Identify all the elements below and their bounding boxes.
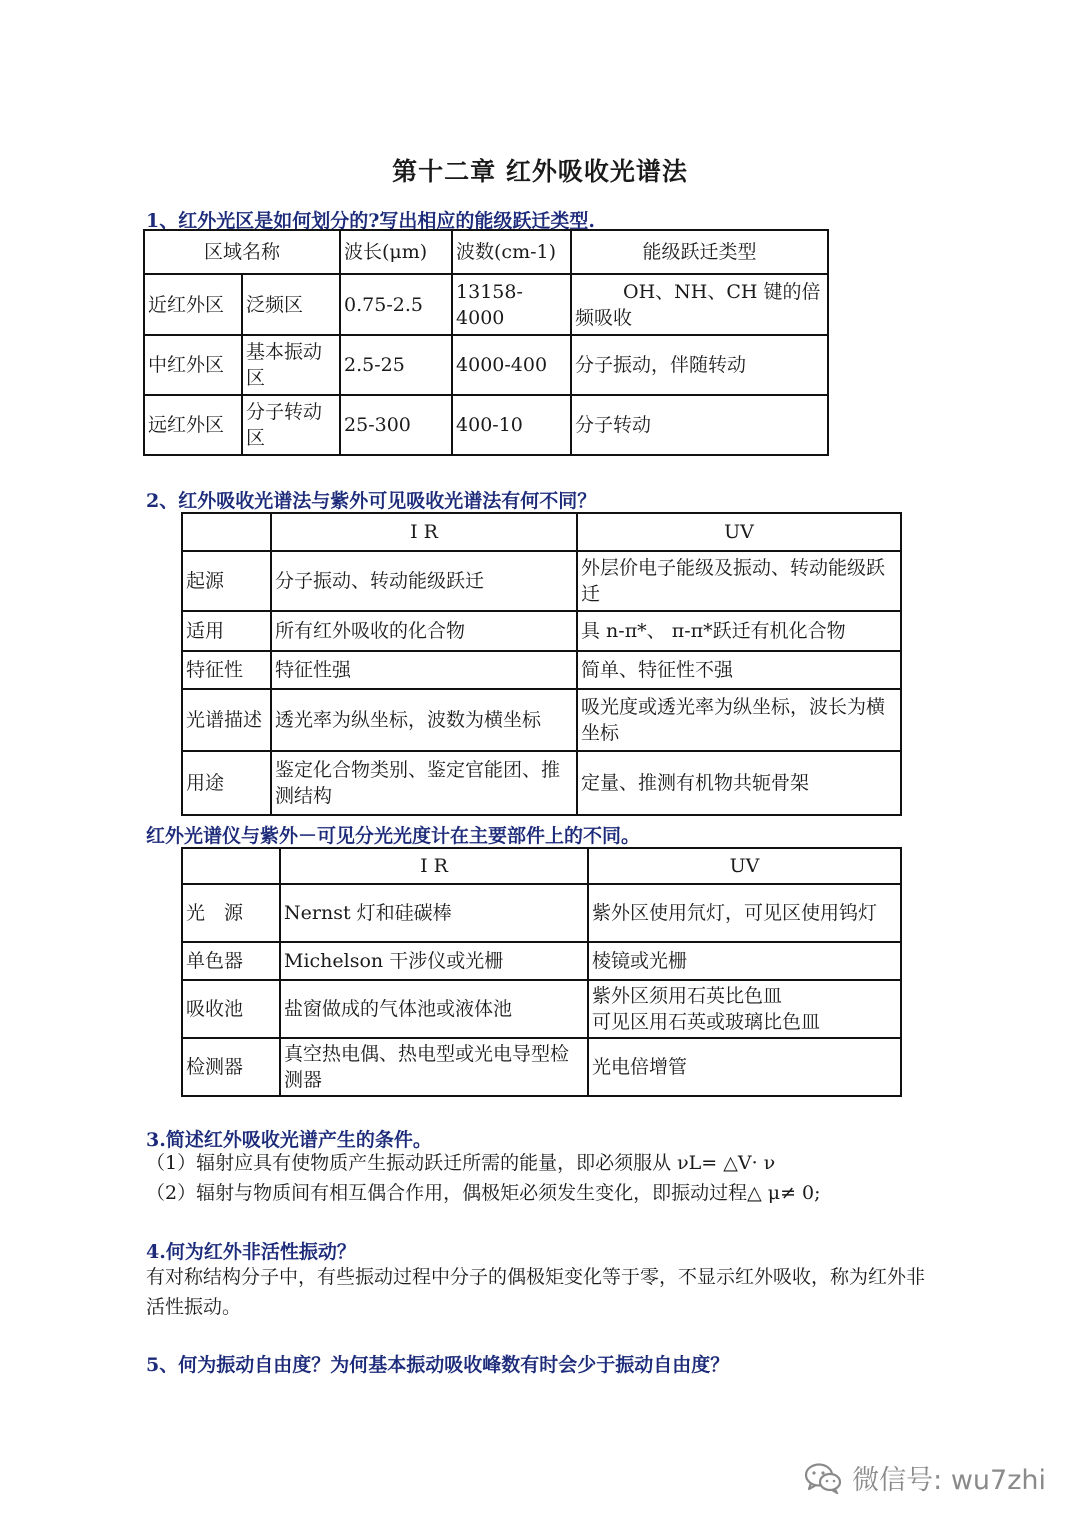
- cell-uv: 棱镜或光栅: [588, 942, 901, 980]
- table-row: [144, 274, 828, 335]
- question-4-answer: 有对称结构分子中，有些振动过程中分子的偶极矩变化等于零，不显示红外吸收，称为红外非活性振动。: [146, 1266, 926, 1318]
- header-uv: UV: [588, 848, 901, 884]
- table-header-row: [144, 230, 828, 274]
- table-row: [182, 1038, 901, 1096]
- table-row: [182, 689, 901, 751]
- header-wavelength: 波长(μm): [340, 230, 452, 274]
- header-ir: I R: [280, 848, 588, 884]
- cell-wavenumber: 4000-400: [452, 335, 571, 395]
- wechat-icon: [804, 1462, 842, 1494]
- cell-ir: 所有红外吸收的化合物: [271, 611, 577, 651]
- question-3-line-1: （1）辐射应具有使物质产生振动跃迁所需的能量，即必须服从 νL= △V· ν: [146, 1152, 776, 1174]
- cell-sub: 泛频区: [242, 274, 340, 335]
- cell-uv-line-1: 紫外区须用石英比色皿: [592, 985, 783, 1007]
- cell-wavenumber: 400-10: [452, 395, 571, 455]
- table-row: [182, 651, 901, 689]
- table-row: [182, 980, 901, 1038]
- cell-uv: 光电倍增管: [588, 1038, 901, 1096]
- cell-sub: 分子转动区: [242, 395, 340, 455]
- question-4-heading: 4.何为红外非活性振动？: [146, 1241, 356, 1263]
- cell-region: 近红外区: [144, 274, 242, 335]
- cell-label: 单色器: [182, 942, 280, 980]
- question-3-line-2: （2）辐射与物质间有相互偶合作用，偶极矩必须发生变化，即振动过程△ μ≠ 0;: [146, 1182, 821, 1204]
- header-blank: [182, 513, 271, 551]
- table-row: [182, 751, 901, 815]
- cell-uv: 具 n-π*、 π-π*跃迁有机化合物: [577, 611, 901, 651]
- cell-label: 起源: [182, 551, 271, 611]
- question-2-heading: 2、红外吸收光谱法与紫外可见吸收光谱法有何不同？: [146, 490, 597, 512]
- cell-label: 光谱描述: [182, 689, 271, 751]
- cell-label: 特征性: [182, 651, 271, 689]
- page-title: 第十二章 红外吸收光谱法: [392, 157, 688, 186]
- cell-ir: 分子振动、转动能级跃迁: [271, 551, 577, 611]
- instrument-compare-table: [181, 847, 902, 1097]
- instrument-compare-heading: 红外光谱仪与紫外－可见分光光度计在主要部件上的不同。: [146, 825, 641, 847]
- cell-transition: 分子转动: [571, 395, 828, 455]
- header-ir: I R: [271, 513, 577, 551]
- question-5-heading: 5、何为振动自由度？为何基本振动吸收峰数有时会少于振动自由度？: [146, 1354, 730, 1376]
- cell-ir: 真空热电偶、热电型或光电导型检测器: [280, 1038, 588, 1096]
- table-header-row: [182, 848, 901, 884]
- watermark: [804, 1458, 1046, 1497]
- header-wavenumber: 波数(cm-1): [452, 230, 571, 274]
- question-3-heading: 3.简述红外吸收光谱产生的条件。: [146, 1129, 432, 1151]
- cell-region: 远红外区: [144, 395, 242, 455]
- cell-region: 中红外区: [144, 335, 242, 395]
- cell-uv: 吸光度或透光率为纵坐标，波长为横坐标: [577, 689, 901, 751]
- header-uv: UV: [577, 513, 901, 551]
- cell-ir: Michelson 干涉仪或光栅: [280, 942, 588, 980]
- table-row: [144, 395, 828, 455]
- cell-label: 用途: [182, 751, 271, 815]
- table-row: [182, 551, 901, 611]
- cell-transition: OH、NH、CH 键的倍频吸收: [571, 274, 828, 335]
- cell-wavenumber: 13158-4000: [452, 274, 571, 335]
- cell-ir: 透光率为纵坐标，波数为横坐标: [271, 689, 577, 751]
- cell-uv: 外层价电子能级及振动、转动能级跃迁: [577, 551, 901, 611]
- cell-label: 适用: [182, 611, 271, 651]
- cell-ir: 鉴定化合物类别、鉴定官能团、推测结构: [271, 751, 577, 815]
- cell-uv: [588, 980, 901, 1038]
- ir-region-table: [143, 229, 829, 456]
- table-row: [144, 335, 828, 395]
- cell-label: 光 源: [182, 884, 280, 942]
- cell-uv: 简单、特征性不强: [577, 651, 901, 689]
- cell-wavelength: 2.5-25: [340, 335, 452, 395]
- table-row: [182, 884, 901, 942]
- cell-transition: 分子振动，伴随转动: [571, 335, 828, 395]
- cell-ir: Nernst 灯和硅碳棒: [280, 884, 588, 942]
- cell-ir: 特征性强: [271, 651, 577, 689]
- cell-label: 吸收池: [182, 980, 280, 1038]
- table-row: [182, 942, 901, 980]
- header-region: 区域名称: [144, 230, 340, 274]
- ir-uv-compare-table: [181, 512, 902, 816]
- cell-uv: 定量、推测有机物共轭骨架: [577, 751, 901, 815]
- cell-label: 检测器: [182, 1038, 280, 1096]
- header-transition: 能级跃迁类型: [571, 230, 828, 274]
- cell-ir: 盐窗做成的气体池或液体池: [280, 980, 588, 1038]
- watermark-text: 微信号: wu7zhi: [852, 1465, 1046, 1496]
- cell-uv-line-2: 可见区用石英或玻璃比色皿: [592, 1011, 821, 1033]
- cell-wavelength: 25-300: [340, 395, 452, 455]
- cell-sub: 基本振动区: [242, 335, 340, 395]
- cell-uv: 紫外区使用氘灯，可见区使用钨灯: [588, 884, 901, 942]
- header-blank: [182, 848, 280, 884]
- table-header-row: [182, 513, 901, 551]
- question-1-heading: 1、红外光区是如何划分的?写出相应的能级跃迁类型.: [146, 210, 595, 232]
- table-row: [182, 611, 901, 651]
- cell-wavelength: 0.75-2.5: [340, 274, 452, 335]
